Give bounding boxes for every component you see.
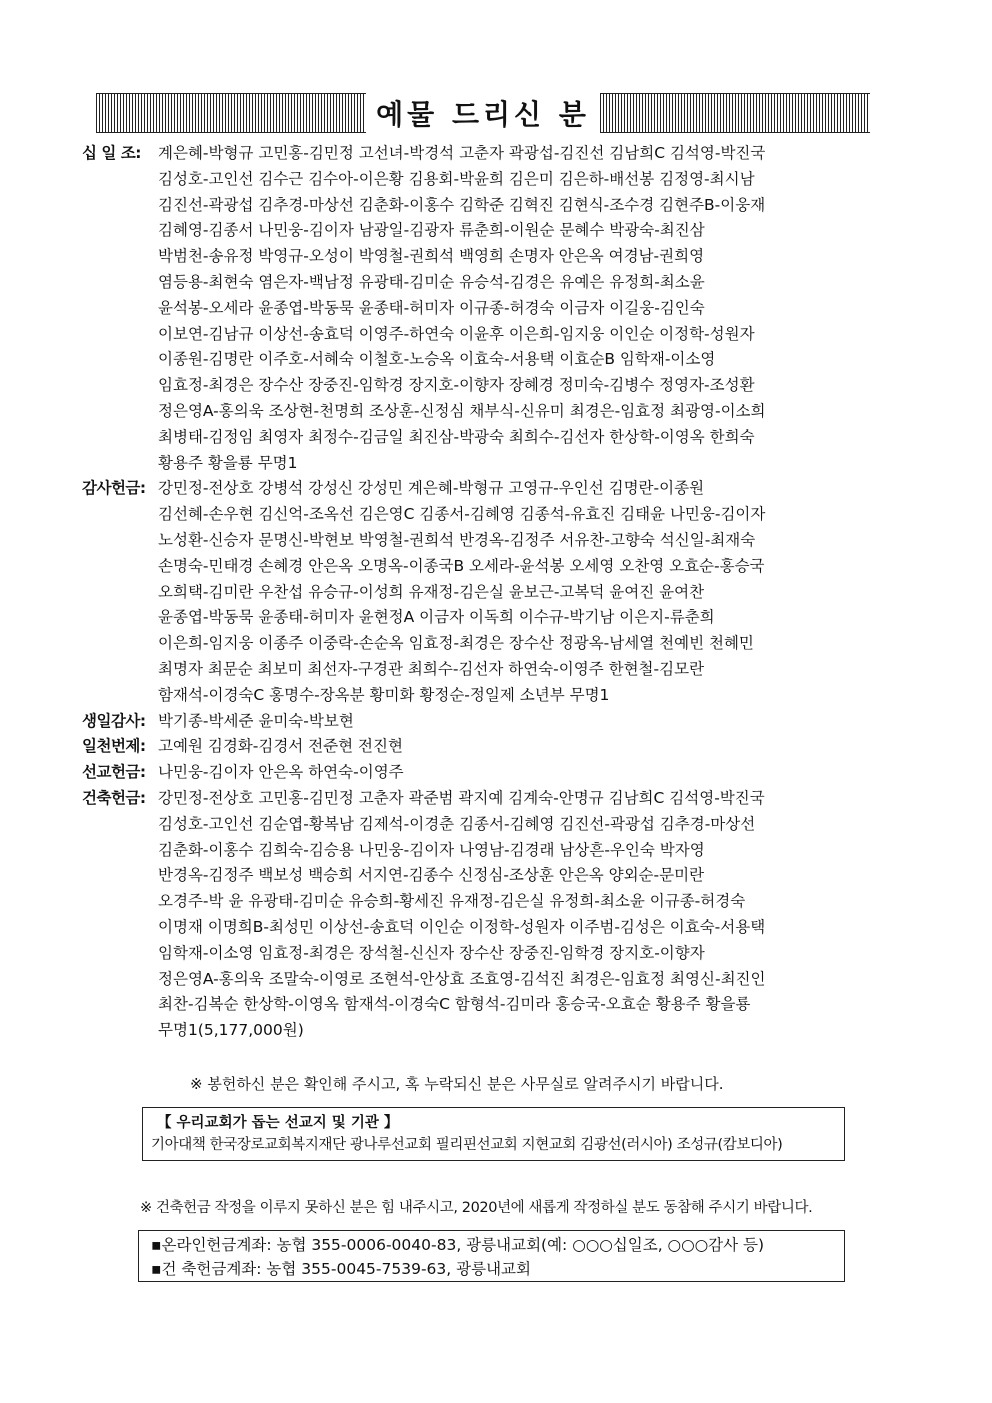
account-box bbox=[138, 1230, 845, 1282]
section-label: 건축헌금: bbox=[82, 788, 146, 807]
name-line: 이종원-김명란 이주호-서혜숙 이철호-노승옥 이효숙-서용택 이효순B 임학재-이소영 bbox=[158, 350, 716, 369]
name-line: 계은혜-박형규 고민홍-김민정 고선녀-박경석 고춘자 곽광섭-김진선 김남희C 김석영-박진국 bbox=[158, 144, 766, 162]
offering-sections bbox=[82, 141, 882, 1044]
confirm-notice: ※ 봉헌하신 분은 확인해 주시고, 혹 누락되신 분은 사무실로 알려주시기 바랍니다. bbox=[190, 1075, 724, 1093]
name-line: 박범천-송유정 박영규-오성이 박영철-권희석 백영희 손명자 안은옥 여경남-권희영 bbox=[158, 247, 705, 266]
name-line: 최명자 최문순 최보미 최선자-구경관 최희수-김선자 하연숙-이영주 한현철-김모란 bbox=[158, 659, 705, 678]
building-account: ▪건 축헌금계좌: 농협 355-0045-7539-63, 광릉내교회 bbox=[151, 1260, 531, 1278]
page-title: 예물 드리신 분 bbox=[366, 93, 600, 133]
section-names bbox=[158, 141, 882, 476]
title-stripes-right bbox=[600, 93, 870, 133]
section-label: 감사헌금: bbox=[82, 479, 146, 498]
name-line: 염등용-최현숙 염은자-백남정 유광태-김미순 유승석-김경은 유예은 유정희-최소윤 bbox=[158, 272, 705, 291]
offering-section bbox=[82, 734, 882, 760]
name-line: 이보연-김남규 이상선-송효덕 이영주-하연숙 이윤후 이은희-임지웅 이인순 이정학-성원자 bbox=[158, 324, 755, 343]
name-line: 윤종엽-박동묵 윤종태-허미자 윤현정A 이금자 이독희 이수규-박기남 이은지-류춘희 bbox=[158, 608, 715, 627]
name-line: 김춘화-이홍수 김희숙-김승용 나민웅-김이자 나영남-김경래 남상흔-우인숙 박자영 bbox=[158, 840, 705, 859]
mission-title: 【 우리교회가 돕는 선교지 및 기관 】 bbox=[157, 1115, 399, 1131]
name-line: 박기종-박세준 윤미숙-박보현 bbox=[158, 711, 354, 730]
section-label: 십 일 조: bbox=[82, 144, 141, 162]
name-line: 김혜영-김종서 나민웅-김이자 남광일-김광자 류춘희-이원순 문혜수 박광숙-최진삼 bbox=[158, 221, 705, 240]
name-line: 임효정-최경은 장수산 장중진-임학경 장지호-이향자 장혜경 정미숙-김병수 정영자-조성환 bbox=[158, 376, 755, 395]
section-label: 일천번제: bbox=[82, 737, 146, 756]
name-line: 이은희-임지웅 이종주 이중락-손순옥 임효정-최경은 장수산 정광옥-남세열 천예빈 천혜민 bbox=[158, 634, 754, 653]
name-line: 반경옥-김정주 백보성 백승희 서지연-김종수 신정심-조상훈 안은옥 양외순-문미란 bbox=[158, 866, 705, 885]
title-stripes-left bbox=[96, 93, 366, 133]
offering-section bbox=[82, 786, 882, 1044]
section-names bbox=[158, 760, 882, 786]
section-names bbox=[158, 734, 882, 760]
online-account: ▪온라인헌금계좌: 농협 355-0006-0040-83, 광릉내교회(예: ○○○십일조, ○○○감사 등) bbox=[151, 1236, 765, 1254]
name-line: 정은영A-홍의욱 조상현-천명희 조상훈-신정심 채부식-신유미 최경은-임효정 최광영-이소희 bbox=[158, 401, 766, 420]
section-names bbox=[158, 786, 882, 1044]
mission-list: 기아대책 한국장로교회복지재단 광나루선교회 필리핀선교회 지현교회 김광선(러시아) 조성규(캄보디아) bbox=[151, 1137, 783, 1153]
name-line: 고예원 김경화-김경서 전준현 전진현 bbox=[158, 737, 403, 756]
name-line: 강민정-전상호 고민홍-김민정 고춘자 곽준범 곽지예 김계숙-안명규 김남희C 김석영-박진국 bbox=[158, 788, 765, 807]
offering-section bbox=[82, 141, 882, 476]
name-line: 정은영A-홍의욱 조말숙-이영로 조현석-안상효 조효영-김석진 최경은-임효정 최영신-최진인 bbox=[158, 969, 766, 988]
section-label: 생일감사: bbox=[82, 711, 146, 730]
name-line: 강민정-전상호 강병석 강성신 강성민 계은혜-박형규 고영규-우인선 김명란-이종원 bbox=[158, 479, 705, 498]
building-notice: ※ 건축헌금 작정을 이루지 못하신 분은 힘 내주시고, 2020년에 새롭게 작정하실 분도 동참해 주시기 바랍니다. bbox=[140, 1200, 813, 1216]
name-line: 함재석-이경숙C 홍명수-장옥분 황미화 황정순-정일제 소년부 무명1 bbox=[158, 685, 610, 704]
name-line: 손명숙-민태경 손혜경 안은옥 오명옥-이종국B 오세라-윤석봉 오세영 오찬영 오효순-홍승국 bbox=[158, 556, 765, 575]
name-line: 무명1(5,177,000원) bbox=[158, 1021, 304, 1040]
section-names bbox=[158, 709, 882, 735]
name-line: 임학재-이소영 임효정-최경은 장석철-신신자 장수산 장중진-임학경 장지호-이향자 bbox=[158, 943, 705, 962]
name-line: 최병태-김정임 최영자 최정수-김금일 최진삼-박광숙 최희수-김선자 한상학-이영옥 한희숙 bbox=[158, 427, 755, 446]
name-line: 김성호-고인선 김수근 김수아-이은황 김용회-박윤희 김은미 김은하-배선봉 김정영-최시남 bbox=[158, 169, 755, 188]
name-line: 나민웅-김이자 안은옥 하연숙-이영주 bbox=[158, 763, 404, 782]
name-line: 노성환-신승자 문명신-박현보 박영철-권희석 반경옥-김정주 서유찬-고향숙 석신일-최재숙 bbox=[158, 530, 756, 549]
section-names bbox=[158, 476, 882, 708]
title-banner bbox=[96, 93, 870, 133]
offering-section bbox=[82, 709, 882, 735]
offering-section bbox=[82, 760, 882, 786]
name-line: 윤석봉-오세라 윤종엽-박동묵 윤종태-허미자 이규종-허경숙 이금자 이길웅-김인숙 bbox=[158, 298, 705, 317]
section-label: 선교헌금: bbox=[82, 763, 146, 782]
mission-box bbox=[142, 1107, 845, 1161]
name-line: 최찬-김복순 한상학-이영옥 함재석-이경숙C 함형석-김미라 홍승국-오효순 황용주 황을룡 bbox=[158, 995, 751, 1014]
offering-section bbox=[82, 476, 882, 708]
name-line: 김성호-고인선 김순엽-황복남 김제석-이경춘 김종서-김혜영 김진선-곽광섭 김추경-마상선 bbox=[158, 814, 756, 833]
name-line: 김선혜-손우현 김신억-조옥선 김은영C 김종서-김혜영 김종석-유효진 김태윤 나민웅-김이자 bbox=[158, 505, 766, 524]
name-line: 오희택-김미란 우찬섭 유승규-이성희 유재정-김은실 윤보근-고복덕 윤여진 윤여찬 bbox=[158, 582, 705, 601]
name-line: 김진선-곽광섭 김추경-마상선 김춘화-이홍수 김학준 김혁진 김현식-조수경 김현주B-이웅재 bbox=[158, 195, 766, 214]
name-line: 이명재 이명희B-최성민 이상선-송효덕 이인순 이정학-성원자 이주범-김성은 이효숙-서용택 bbox=[158, 917, 766, 936]
name-line: 황용주 황을룡 무명1 bbox=[158, 453, 298, 472]
name-line: 오경주-박 윤 유광태-김미순 유승희-황세진 유재정-김은실 유정희-최소윤 이규종-허경숙 bbox=[158, 892, 746, 911]
